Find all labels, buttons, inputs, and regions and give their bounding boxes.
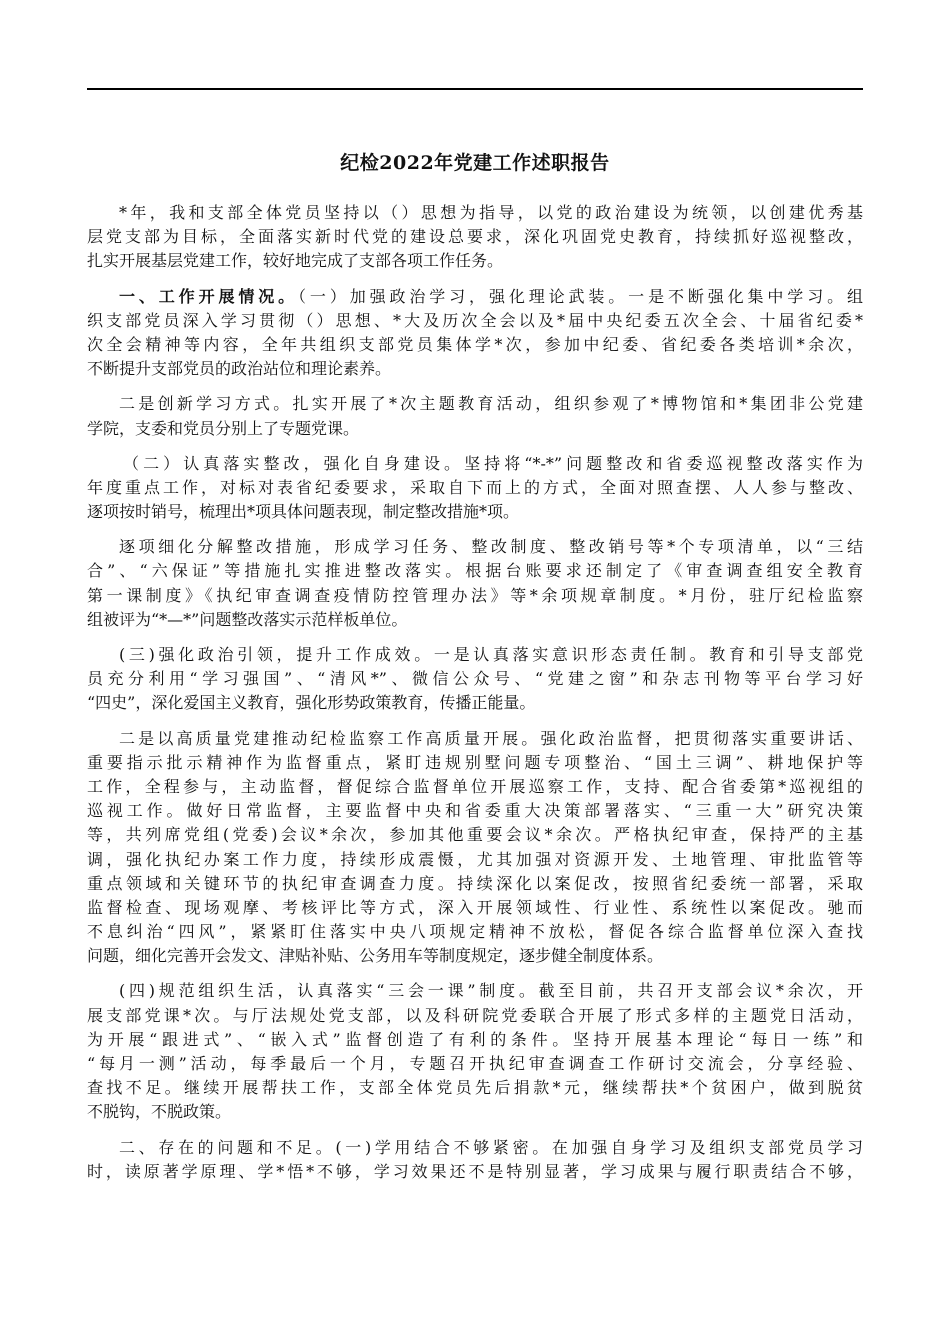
text-line: 扎实开展基层党建工作，较好地完成了支部各项工作任务。 <box>87 251 504 271</box>
text-line: 不断提升支部党员的政治站位和理论素养。 <box>87 359 392 379</box>
text-line: “每月一测”活动，每季最后一个月，专题召开执纪审查调查工作研讨交流会，分享经验、 <box>87 1054 863 1073</box>
paragraph-problems <box>87 1136 863 1184</box>
section-heading: 一、工作开展情况。 <box>119 286 299 306</box>
paragraph-organization-life <box>87 979 863 1124</box>
text-line: 逐项细化分解整改措施，形成学习任务、整改制度、整改销号等*个专项清单，以“三结 <box>119 537 863 557</box>
text-line: 二是创新学习方式。扎实开展了*次主题教育活动，组织参观了*博物馆和*集团非公党建 <box>119 394 863 414</box>
text-line: 第一课制度》《执纪审查调查疫情防控管理办法》等*余项规章制度。*月份，驻厅纪检监察 <box>87 585 863 605</box>
paragraph-study-methods <box>87 392 863 440</box>
text-line: 组被评为“*—*”问题整改落实示范样板单位。 <box>87 609 408 629</box>
paragraph-supervision <box>87 727 863 969</box>
paragraph-intro <box>87 201 863 274</box>
text-line: 二、存在的问题和不足。(一)学用结合不够紧密。在加强自身学习及组织支部党员学习 <box>119 1137 863 1157</box>
header-rule <box>87 88 863 90</box>
text-line: 次全会精神等内容，全年共组织支部党员集体学*次，参加中纪委、省纪委各类培训*余次， <box>87 334 863 354</box>
document-title: 纪检2022年党建工作述职报告 <box>340 152 610 174</box>
paragraph-section-1 <box>87 285 863 382</box>
text-line: “四史”，深化爱国主义教育，强化形势政策教育，传播正能量。 <box>87 693 536 713</box>
paragraph-rectification <box>87 452 863 525</box>
text-line: 层党支部为目标，全面落实新时代党的建设总要求，深化巩固党史教育，持续抓好巡视整改， <box>87 227 863 247</box>
text-line: 重点领域和关键环节的执纪审查调查力度。持续深化以案促改，按照省纪委统一部署，采取 <box>87 873 863 893</box>
text-line: 不脱钩，不脱政策。 <box>87 1102 232 1122</box>
text-line: 重要指示批示精神作为监督重点，紧盯违规别墅问题专项整治、“国土三调”、耕地保护等 <box>87 752 863 772</box>
text-line: 等，共列席党组(党委)会议*余次，参加其他重要会议*余次。严格执纪审查，保持严的主基 <box>87 825 863 845</box>
document-body <box>87 201 863 1195</box>
text-line: 二是以高质量党建推动纪检监察工作高质量开展。强化政治监督，把贯彻落实重要讲话、 <box>119 728 863 748</box>
text-segment: （一）加强政治学习，强化理论武装。一是不断强化集中学习。组 <box>298 286 863 306</box>
text-line: 监督检查、现场观摩、考核评比等方式，深入开展领域性、行业性、系统性以案促改。驰而 <box>87 897 863 917</box>
text-line: 查找不足。继续开展帮扶工作，支部全体党员先后捐款*元，继续帮扶*个贫困户，做到脱贫 <box>87 1078 863 1098</box>
text-line <box>87 285 863 309</box>
text-line: 工作，全程参与，主动监督，督促综合监督单位开展巡察工作，支持、配合省委第*巡视组的 <box>87 776 863 796</box>
text-line: 学院，支委和党员分别上了专题党课。 <box>87 418 360 438</box>
paragraph-measures <box>87 535 863 632</box>
paragraph-political-guidance <box>87 643 863 716</box>
text-line: *年，我和支部全体党员坚持以（）思想为指导，以党的政治建设为统领，以创建优秀基 <box>119 203 863 222</box>
text-line: 展支部党课*次。与厅法规处党支部，以及科研院党委联合开展了形式多样的主题党日活动， <box>87 1005 863 1025</box>
text-line: 员充分利用“学习强国”、“清风*”、微信公众号、“党建之窗”和杂志刊物等平台学习好 <box>87 669 863 689</box>
text-line: 巡视工作。做好日常监督，主要监督中央和省委重大决策部署落实、“三重一大”研究决策 <box>87 801 863 821</box>
text-line: 问题，细化完善开会发文、津贴补贴、公务用车等制度规定，逐步健全制度体系。 <box>87 946 664 966</box>
text-line: (三)强化政治引领，提升工作成效。一是认真落实意识形态责任制。教育和引导支部党 <box>119 645 863 664</box>
text-line: 合”、“六保证”等措施扎实推进整改落实。根据台账要求还制定了《审查调查组安全教育 <box>87 561 863 581</box>
text-line: 年度重点工作，对标对表省纪委要求，采取自下而上的方式，全面对照查摆、人人参与整改、 <box>87 477 863 497</box>
text-line: 织支部党员深入学习贯彻（）思想、*大及历次全会以及*届中央纪委五次全会、十届省纪委* <box>87 310 863 330</box>
text-line: 时，读原著学原理、学*悟*不够，学习效果还不是特别显著，学习成果与履行职责结合不够， <box>87 1161 863 1181</box>
text-line: 不息纠治“四风”，紧紧盯住落实中央八项规定精神不放松，督促各综合监督单位深入查找 <box>87 922 863 942</box>
text-line: 为开展“跟进式”、“嵌入式”监督创造了有利的条件。坚持开展基本理论“每日一练”和 <box>87 1029 863 1049</box>
text-line: (四)规范组织生活，认真落实“三会一课”制度。截至目前，共召开支部会议*余次，开 <box>119 981 863 1001</box>
text-line: （二）认真落实整改，强化自身建设。坚持将“*-*”问题整改和省委巡视整改落实作为 <box>123 453 863 473</box>
text-line: 调，强化执纪办案工作力度，持续形成震慑，尤其加强对资源开发、土地管理、审批监管等 <box>87 849 863 869</box>
text-line: 逐项按时销号，梳理出*项具体问题表现，制定整改措施*项。 <box>87 502 520 522</box>
